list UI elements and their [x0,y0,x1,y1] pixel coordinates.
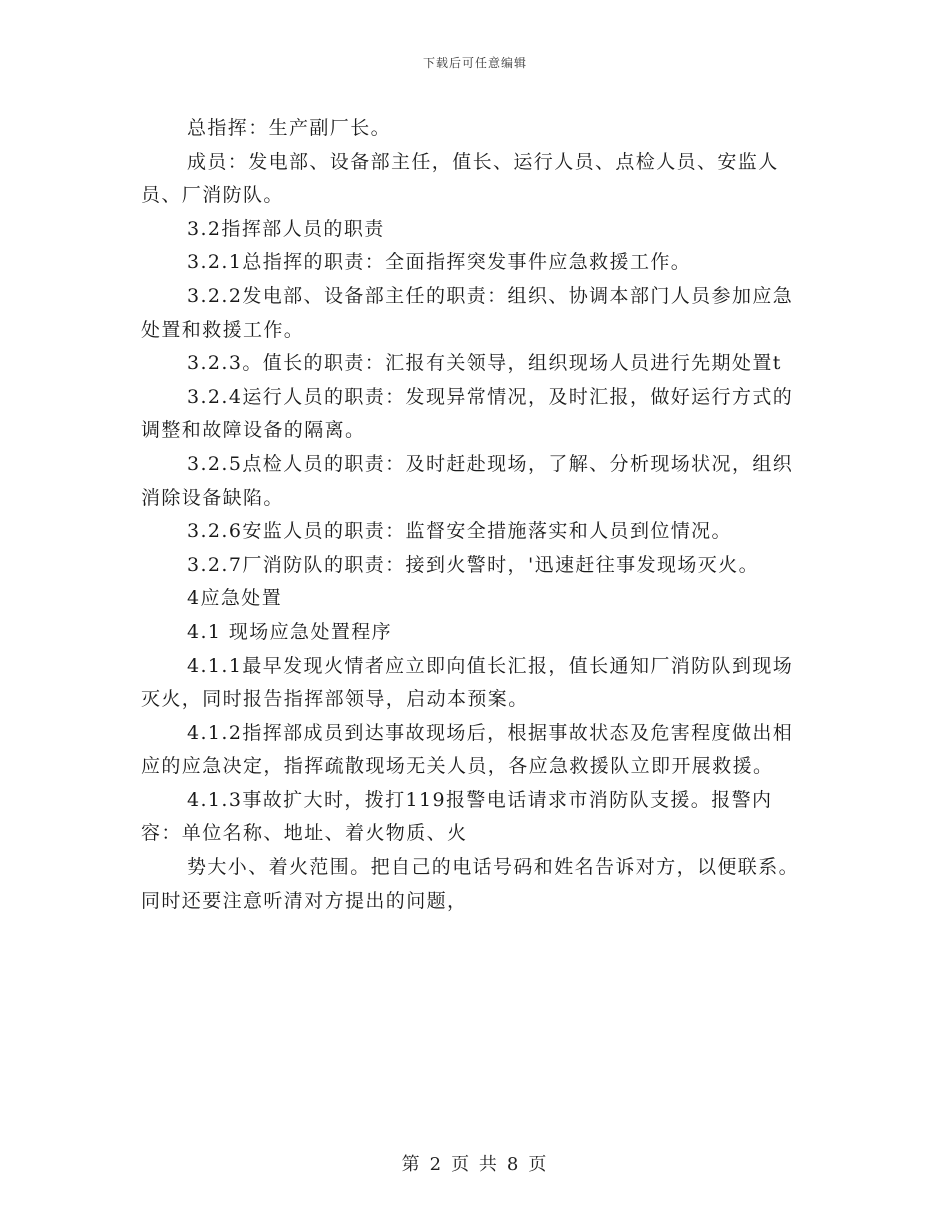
paragraph: 4.1.1最早发现火情者应立即向值长汇报，值长通知厂消防队到现场灭火，同时报告指挥部领导，启动本预案。 [141,654,794,711]
footer-page-number: 2 [429,1154,444,1175]
paragraph: 3.2.3。值长的职责：汇报有关领导，组织现场人员进行先期处置t [187,352,782,375]
paragraph: 4.1.2指挥部成员到达事故现场后，根据事故状态及危害程度做出相应的应急决定，指挥疏散现场无关人员，各应急救援队立即开展救援。 [141,721,794,778]
paragraph: 势大小、着火范围。把自己的电话号码和姓名告诉对方，以便联系。同时还要注意听清对方提出的问题， [141,856,800,912]
paragraph: 成员：发电部、设备部主任，值长、运行人员、点检人员、安监人员、厂消防队。 [141,150,779,207]
paragraph: 3.2.7厂消防队的职责：接到火警时，'迅速赶往事发现场灭火。 [187,553,759,576]
section-heading: 4应急处置 [187,587,283,610]
footer-prefix: 第 [401,1154,422,1175]
section-heading: 4.1 现场应急处置程序 [187,620,393,643]
page-footer [0,1150,950,1176]
footer-middle: 页 共 [451,1154,499,1175]
paragraph: 3.2.5点检人员的职责：及时赶赴现场，了解、分析现场状况，组织消除设备缺陷。 [141,452,794,509]
paragraph: 3.2.6安监人员的职责：监督安全措施落实和人员到位情况。 [187,520,732,543]
paragraph: 总指挥：生产副厂长。 [187,117,392,139]
document-body [141,112,813,918]
page-header: 下载后可任意编辑 [422,56,527,70]
paragraph: 4.1.3事故扩大时，拨打119报警电话请求市消防队支援。报警内容：单位名称、地址、着火物质、火 [141,788,773,845]
footer-suffix: 页 [528,1154,549,1175]
section-heading: 3.2指挥部人员的职责 [187,217,385,240]
footer-page-total: 8 [506,1154,521,1175]
paragraph: 3.2.4运行人员的职责：发现异常情况，及时汇报，做好运行方式的调整和故障设备的隔离。 [141,385,794,442]
paragraph: 3.2.1总指挥的职责：全面指挥突发事件应急救援工作。 [187,251,692,274]
paragraph: 3.2.2发电部、设备部主任的职责：组织、协调本部门人员参加应急处置和救援工作。 [141,284,794,341]
